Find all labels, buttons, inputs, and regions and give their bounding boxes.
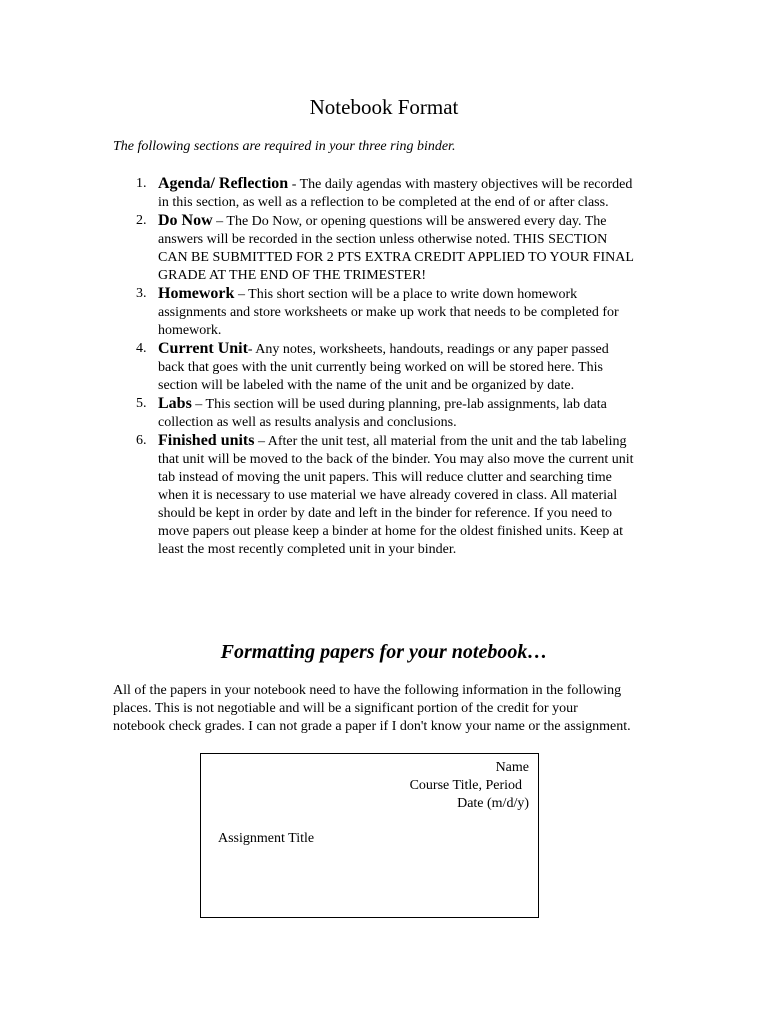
required-sections-list (112, 175, 637, 559)
section-description: - Any notes, worksheets, handouts, readings or any paper passed back that goes with the unit currently being worked on will be stored here. This section will be labeled with the name of the unit and be organized by date. (158, 342, 609, 393)
section-description: – The Do Now, or opening questions will be answered every day. The answers will be recorded in the section unless otherwise noted. THIS SECTION CAN BE SUBMITTED FOR 2 PTS EXTRA CREDIT APPLIED TO YOUR FINAL GRADE AT THE END OF THE TRIMESTER! (158, 214, 634, 283)
section-description: – After the unit test, all material from the unit and the tab labeling that unit will be moved to the back of the binder. You may also move the current unit tab instead of moving the unit papers. This will reduce clutter and searching time when it is necessary to use material we have already covered in class. All material should be kept in order by date and left in the binder for reference. If you need to move papers out please keep a binder at home for the oldest finished units. Keep at least the most recently completed unit in your binder. (158, 434, 634, 557)
sample-course-label: Course Title, Period (409, 778, 522, 793)
sample-date-label: Date (m/d/y) (457, 796, 529, 811)
section-name: Homework (158, 285, 235, 302)
formatting-heading: Formatting papers for your notebook… (220, 641, 548, 663)
sample-name-label: Name (495, 760, 529, 775)
sample-paper-header-box (200, 753, 539, 918)
section-name: Agenda/ Reflection (158, 175, 289, 192)
list-item-number: 2. (136, 213, 147, 228)
page-title: Notebook Format (309, 95, 459, 119)
intro-text: The following sections are required in your three ring binder. (113, 139, 456, 154)
section-description: – This section will be used during planning, pre-lab assignments, lab data collection as well as results analysis and conclusions. (158, 397, 607, 430)
sample-assignment-label: Assignment Title (218, 831, 315, 846)
section-description: – This short section will be a place to write down homework assignments and store worksheets or make up work that needs to be completed for homework. (158, 287, 619, 338)
list-item-number: 1. (136, 176, 147, 191)
list-item-number: 6. (136, 433, 147, 448)
list-item (112, 395, 637, 432)
section-name: Do Now (158, 212, 213, 229)
section-description: - The daily agendas with mastery objectives will be recorded in this section, as well as a reflection to be completed at the end of or after class. (158, 177, 633, 210)
section-name: Labs (158, 395, 192, 412)
list-item-number: 5. (136, 396, 147, 411)
list-item-number: 4. (136, 341, 147, 356)
section-name: Current Unit (158, 340, 248, 357)
list-item (112, 340, 637, 395)
list-item (112, 432, 637, 559)
list-item (112, 175, 637, 212)
list-item-number: 3. (136, 286, 147, 301)
formatting-paragraph: All of the papers in your notebook need to have the following information in the following places. This is not negotiable and will be a significant portion of the credit for your notebook check grades. I can not grade a paper if I don't know your name or the assignment. (113, 683, 631, 734)
list-item (112, 212, 637, 285)
list-item (112, 285, 637, 340)
section-name: Finished units (158, 432, 255, 449)
